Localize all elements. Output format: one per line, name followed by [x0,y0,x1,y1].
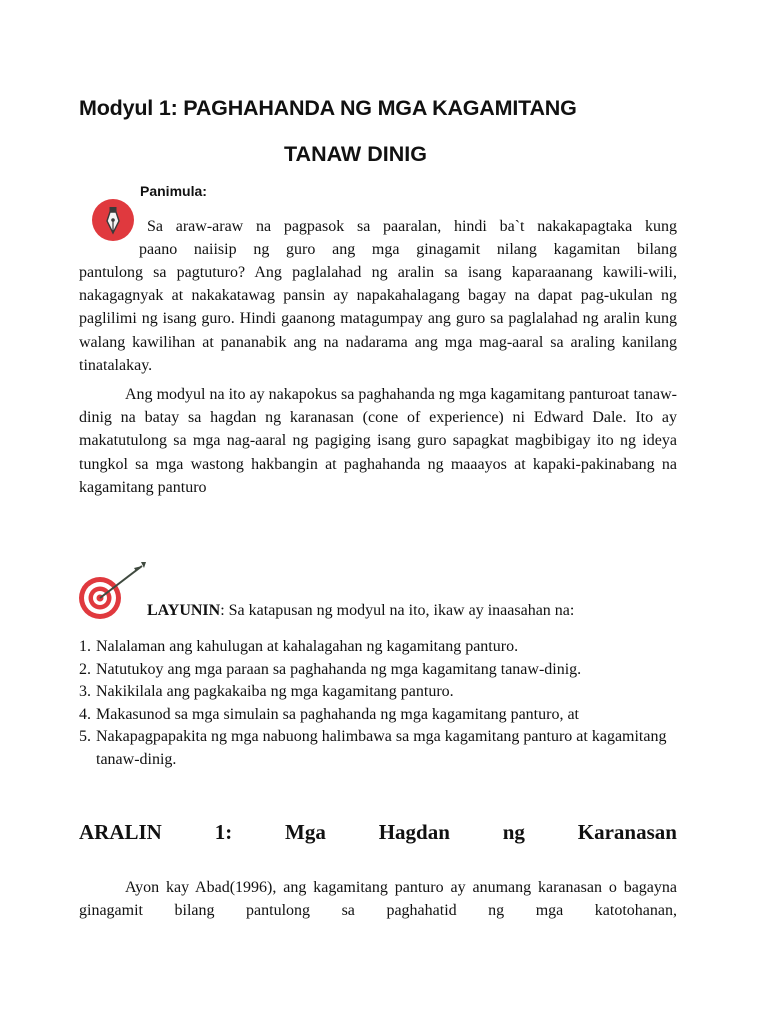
intro-paragraph-line2: paano naiisip ng guro ang mga ginagamit nilang kagamitan bilang [139,241,677,258]
objectives-list [79,636,679,772]
pen-nib-icon [91,198,135,242]
list-item: 1. Nalalaman ang kahulugan at kahalagahan ng kagamitang panturo. [79,638,519,655]
lesson-heading: ARALIN 1: Mga Hagdan ng Karanasan [79,820,677,844]
objectives-intro [147,602,574,620]
lesson-paragraph: Ayon kay Abad(1996), ang kagamitang panturo ay anumang karanasan o bagayna ginagamit bilang pantulong sa paghahatid ng mga katotohanan, [79,879,677,920]
list-item: 3. Nakikilala ang pagkakaiba ng mga kagamitang panturo. [79,683,454,701]
module-title-subtitle: TANAW DINIG [284,142,427,166]
objectives-label: LAYUNIN [147,602,221,619]
intro-paragraph-line1: Sa araw-araw na pagpasok sa paaralan, hindi ba`t nakakapagtaka kung [147,218,677,235]
module-title: Modyul 1: PAGHAHANDA NG MGA KAGAMITANG [79,96,577,120]
section-heading-panimula: Panimula: [140,183,207,199]
list-item: 4. Makasunod sa mga simulain sa paghahanda ng mga kagamitang panturo, at [79,705,579,723]
intro-paragraph: pantulong sa pagtuturo? Ang paglalahad ng aralin sa isang kaparaanang kawili-wili, nakagagnyak at nakakatawag pansin ay napakahalagang bagay na dapat pag-ukulan ng paglilimi ng isang guro. Hindi gaanong matagumpay ang guro sa paglalahad ng aralin kung walang kawilihan at pananabik ang na nadarama ang mga mag-aaral sa araling kanilang tinatalakay. [79,264,677,374]
list-item: 5. Nakapagpapakita ng mga nabuong halimbawa sa mga kagamitang panturo at kagamitang tanaw-dinig. [79,728,667,768]
target-arrow-icon [78,560,148,624]
module-focus-paragraph: Ang modyul na ito ay nakapokus sa paghahanda ng mga kagamitang panturoat tanaw-dinig na batay sa hagdan ng karanasan (cone of experience) ni Edward Dale. Ito ay makatutulong sa mga nag-aaral ng pagiging isang guro sapagkat magbibigay ito ng ideya tungkol sa mga wastong hakbangin at paghahanda ng maaayos at kapaki-pakinabang na kagamitang panturo [79,386,677,496]
list-item: 2. Natutukoy ang mga paraan sa paghahanda ng mga kagamitang tanaw-dinig. [79,660,582,678]
objectives-intro-text: : Sa katapusan ng modyul na ito, ikaw ay inaasahan na: [220,602,575,619]
